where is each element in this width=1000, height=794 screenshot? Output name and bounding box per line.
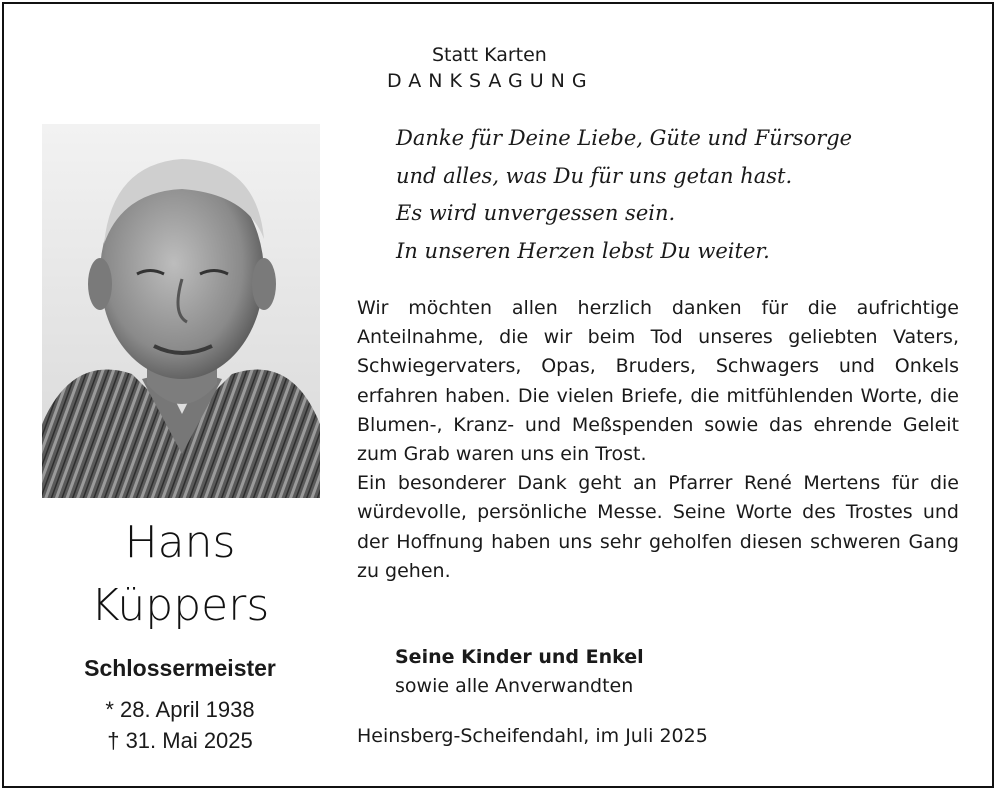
deceased-first-name: Hans — [124, 517, 236, 568]
death-date: † 31. Mai 2025 — [107, 728, 253, 753]
danksagung-title: DANKSAGUNG — [387, 70, 594, 92]
poem-line: In unseren Herzen lebst Du weiter. — [396, 238, 770, 263]
signers-primary: Seine Kinder und Enkel — [395, 646, 644, 668]
poem-line: Danke für Deine Liebe, Güte und Fürsorge — [396, 126, 853, 150]
deceased-profession: Schlossermeister — [84, 655, 276, 681]
signers-secondary: sowie alle Anverwandten — [395, 675, 634, 697]
birth-date: * 28. April 1938 — [105, 697, 255, 722]
thanks-text — [357, 294, 959, 586]
thanks-paragraph: Wir möchten allen herzlich danken für die aufrichtige Anteilnahme, die wir beim Tod unseres geliebten Vaters, Schwiegervaters, Opas, Bruders, Schwagers und Onkels erfahren haben. Die vielen Briefe, die mitfühlenden Worte, die Blumen-, Kranz- und Meßspenden sowie das ehrende Geleit zum Grab waren uns ein Trost. — [357, 297, 959, 466]
deceased-last-name: Küppers — [90, 580, 270, 631]
thanks-paragraph: Ein besonderer Dank geht an Pfarrer René Mertens für die würdevolle, persönliche Messe. Seine Worte des Trostes und der Hoffnung haben uns sehr geholfen diesen schweren Gang zu gehen. — [357, 472, 959, 582]
poem-line: und alles, was Du für uns getan hast. — [396, 163, 793, 188]
portrait-photo — [42, 124, 320, 498]
statt-karten-label: Statt Karten — [432, 44, 547, 66]
poem-line: Es wird unvergessen sein. — [396, 201, 676, 225]
place-date: Heinsberg-Scheifendahl, im Juli 2025 — [357, 725, 708, 747]
poem — [396, 120, 976, 270]
